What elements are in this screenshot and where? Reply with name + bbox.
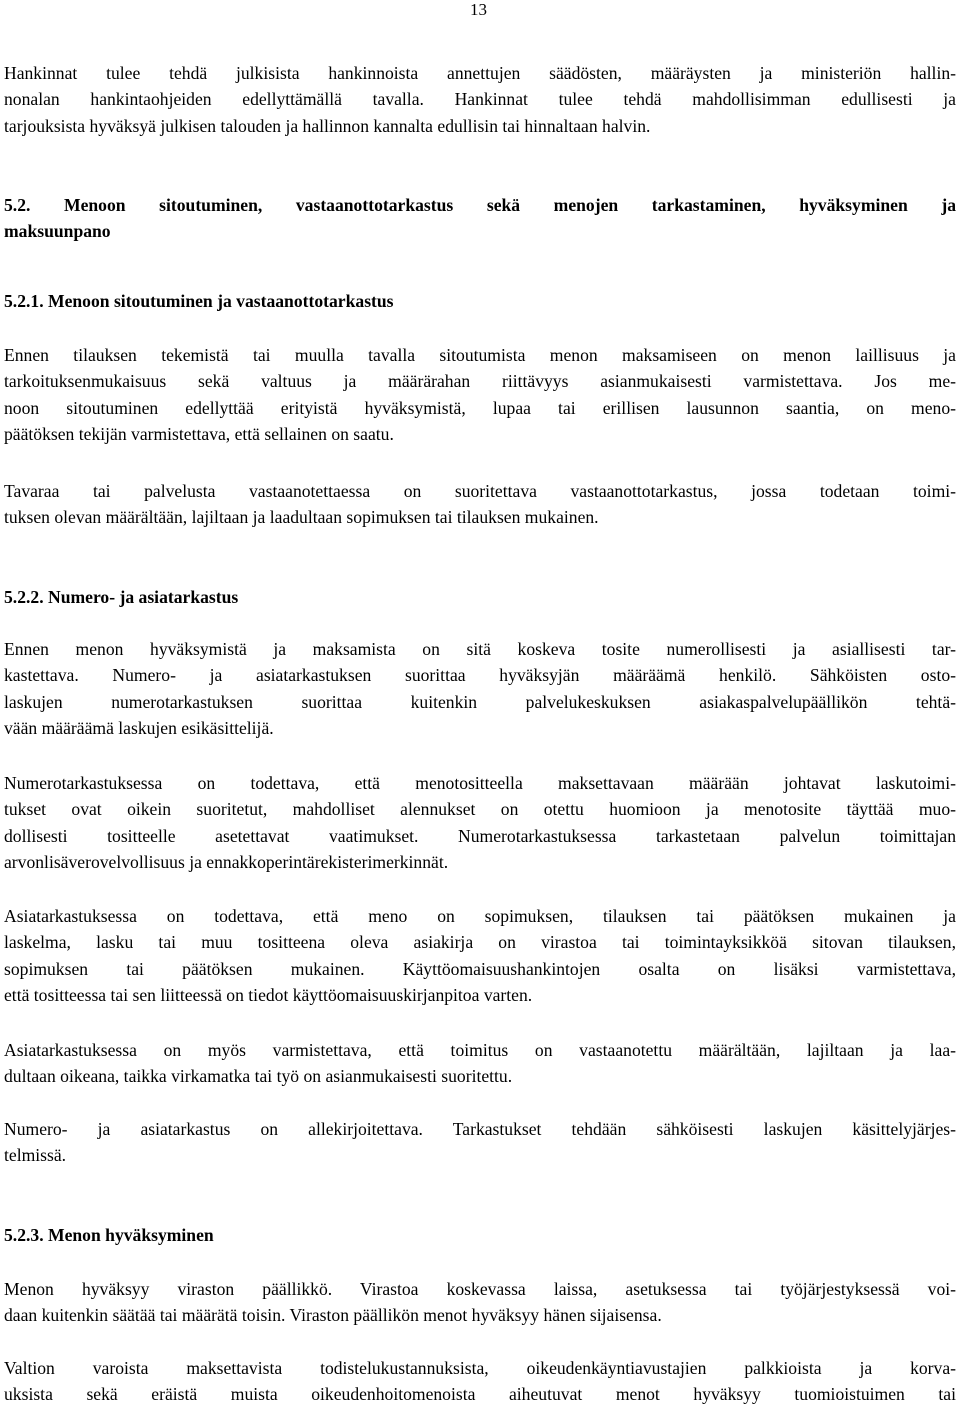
text-line: Ennen tilauksen tekemistä tai muulla tavalla sitoutumista menon maksamiseen on menon laillisuus ja xyxy=(4,345,956,365)
text-line: telmissä. xyxy=(4,1145,67,1166)
text-line: sopimuksen tai päätöksen mukainen. Käyttöomaisuushankintojen osalta on lisäksi varmistettava, xyxy=(4,958,956,979)
page-number: 13 xyxy=(470,0,487,19)
text-line: dollisesti tositteelle asetettavat vaatimukset. Numerotarkastuksessa tarkastetaan palvelun toimittajan xyxy=(4,825,956,846)
text-line: Asiatarkastuksessa on myös varmistettava, että toimitus on vastaanotettu määrältään, lajiltaan ja laa- xyxy=(4,1040,956,1060)
paragraph-numerotarkastuksessa xyxy=(4,770,956,876)
text-line: nonalan hankintaohjeiden edellyttämällä tavalla. Hankinnat tulee tehdä mahdollisimman edullisesti ja xyxy=(4,89,956,110)
paragraph-asiatarkastuksessa-2 xyxy=(4,1037,956,1090)
paragraph-valtion-varoista xyxy=(4,1355,956,1408)
heading-line: 5.2.1. Menoon sitoutuminen ja vastaanottotarkastus xyxy=(4,291,394,311)
heading-5-2 xyxy=(4,192,956,245)
text-line: tarkoituksenmukaisuus sekä valtuus ja määrärahan riittävyys asianmukaisesti varmistettava. Jos me- xyxy=(4,371,956,392)
paragraph-ennen-tilauksen xyxy=(4,342,956,448)
heading-line: 5.2.3. Menon hyväksyminen xyxy=(4,1225,214,1245)
text-line: tuksen olevan määrältään, lajiltaan ja laadultaan sopimuksen tai tilauksen mukainen. xyxy=(4,507,599,528)
text-line: Hankinnat tulee tehdä julkisista hankinnoista annettujen säädösten, määräysten ja ministeriön hallin- xyxy=(4,63,956,83)
text-line: kastettava. Numero- ja asiatarkastuksen suorittaa hyväksyjän määräämä henkilö. Sähköisten osto- xyxy=(4,665,956,686)
text-line: Menon hyväksyy viraston päällikkö. Virastoa koskevassa laissa, asetuksessa tai työjärjestyksessä voi- xyxy=(4,1279,956,1299)
paragraph-tavaraa xyxy=(4,478,956,531)
heading-line: maksuunpano xyxy=(4,221,111,242)
paragraph-intro xyxy=(4,60,956,139)
paragraph-allekirjoitettava xyxy=(4,1116,956,1169)
text-line: noon sitoutuminen edellyttää erityistä hyväksymistä, lupaa tai erillisen lausunnon saantia, on meno- xyxy=(4,397,956,418)
document-page xyxy=(4,0,956,1408)
text-line: daan kuitenkin säätää tai määrätä toisin. Viraston päällikön menot hyväksyy hänen sijaisensa. xyxy=(4,1305,662,1326)
text-line: arvonlisäverovelvollisuus ja ennakkoperintärekisterimerkinnät. xyxy=(4,852,449,873)
text-line: Numerotarkastuksessa on todettava, että menotositteella maksettavaan määrään johtavat laskutoimi- xyxy=(4,773,956,793)
text-line: tukset ovat oikein suoritetut, mahdolliset alennukset on otettu huomioon ja menotosite täyttää muo- xyxy=(4,799,956,820)
heading-line: 5.2.2. Numero- ja asiatarkastus xyxy=(4,587,239,607)
text-line: Numero- ja asiatarkastus on allekirjoitettava. Tarkastukset tehdään sähköisesti laskujen käsittelyjärjes- xyxy=(4,1119,956,1139)
paragraph-ennen-menon xyxy=(4,636,956,742)
text-line: vään määräämä laskujen esikäsittelijä. xyxy=(4,718,274,739)
text-line: laskujen numerotarkastuksen suorittaa kuitenkin palvelukeskuksen asiakaspalvelupäällikön tehtä- xyxy=(4,691,956,712)
text-line: Asiatarkastuksessa on todettava, että meno on sopimuksen, tilauksen tai päätöksen mukainen ja xyxy=(4,906,956,926)
text-line: Valtion varoista maksettavista todistelukustannuksista, oikeudenkäyntiavustajien palkkioista ja korva- xyxy=(4,1358,956,1378)
text-line: laskelma, lasku tai muu tositteena oleva asiakirja on virastoa tai toimintayksikköä sitovan tilauksen, xyxy=(4,932,956,953)
heading-5-2-3 xyxy=(4,1222,956,1248)
text-line: että tositteessa tai sen liitteessä on tiedot käyttöomaisuuskirjanpitoa varten. xyxy=(4,985,533,1006)
text-line: päätöksen tekijän varmistettava, että sellainen on saatu. xyxy=(4,424,394,445)
text-line: uksista sekä eräistä muista oikeudenhoitomenoista aiheutuvat menot hyväksyy tuomioistuimen tai xyxy=(4,1384,956,1405)
heading-5-2-1 xyxy=(4,288,956,314)
text-line: dultaan oikeana, taikka virkamatka tai työ on asianmukaisesti suoritettu. xyxy=(4,1066,513,1087)
heading-5-2-2 xyxy=(4,584,956,610)
paragraph-asiatarkastuksessa-1 xyxy=(4,903,956,1009)
paragraph-menon-hyvaksyy xyxy=(4,1276,956,1329)
text-line: Tavaraa tai palvelusta vastaanotettaessa on suoritettava vastaanottotarkastus, jossa todetaan toimi- xyxy=(4,481,956,501)
text-line: Ennen menon hyväksymistä ja maksamista on sitä koskeva tosite numerollisesti ja asiallisesti tar- xyxy=(4,639,956,659)
text-line: tarjouksista hyväksyä julkisen talouden ja hallinnon kannalta edullisin tai hinnaltaan halvin. xyxy=(4,115,651,136)
heading-line: 5.2. Menoon sitoutuminen, vastaanottotarkastus sekä menojen tarkastaminen, hyväksyminen ja xyxy=(4,195,956,215)
